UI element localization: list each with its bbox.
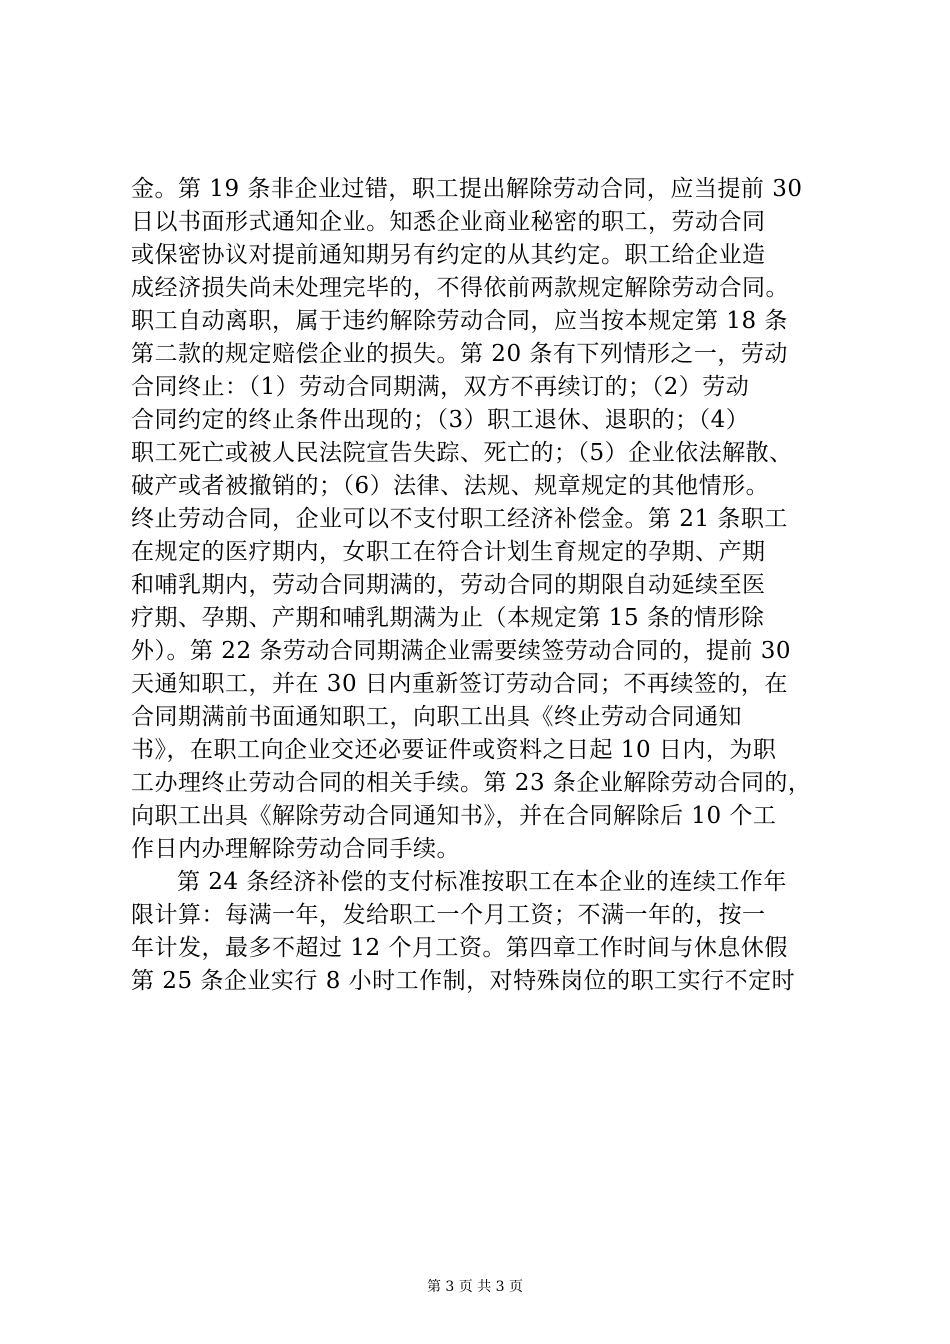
text-line: 限计算：每满一年，发给职工一个月工资；不满一年的，按一 [131, 902, 766, 928]
text-line: 合同约定的终止条件出现的；（3）职工退休、退职的；（4） [131, 407, 750, 433]
text-line: 疗期、孕期、产期和哺乳期满为止（本规定第 15 条的情形除 [131, 605, 765, 631]
text-line: 合同期满前书面通知职工，向职工出具《终止劳动合同通知 [131, 704, 742, 730]
text-line: 第 24 条经济补偿的支付标准按职工在本企业的连续工作年 [177, 869, 787, 895]
text-line: 向职工出具《解除劳动合同通知书》，并在合同解除后 10 个工 [131, 803, 777, 829]
document-body [131, 173, 831, 998]
text-line: 合同终止：（1）劳动合同期满，双方不再续订的；（2）劳动 [131, 374, 750, 400]
text-line: 第 25 条企业实行 8 小时工作制，对特殊岗位的职工实行不定时 [131, 968, 796, 994]
text-line: 年计发，最多不超过 12 个月工资。第四章工作时间与休息休假 [131, 935, 788, 961]
text-line: 工办理终止劳动合同的相关手续。第 23 条企业解除劳动合同的， [131, 770, 812, 796]
text-line: 书》，在职工向企业交还必要证件或资料之日起 10 日内，为职 [131, 737, 777, 763]
text-line: 和哺乳期内，劳动合同期满的，劳动合同的期限自动延续至医 [131, 572, 766, 598]
text-line: 终止劳动合同，企业可以不支付职工经济补偿金。第 21 条职工 [131, 506, 788, 532]
text-line: 天通知职工，并在 30 日内重新签订劳动合同；不再续签的，在 [131, 671, 788, 697]
text-line: 在规定的医疗期内，女职工在符合计划生育规定的孕期、产期 [131, 539, 766, 565]
page-number-footer: 第 3 页 共 3 页 [426, 1279, 524, 1295]
text-line: 金。第 19 条非企业过错，职工提出解除劳动合同，应当提前 30 [131, 176, 803, 202]
text-line: 或保密协议对提前通知期另有约定的从其约定。职工给企业造 [131, 242, 766, 268]
text-line: 外）。第 22 条劳动合同期满企业需要续签劳动合同的，提前 30 [131, 638, 791, 664]
text-line: 作日内办理解除劳动合同手续。 [131, 836, 460, 862]
text-line: 职工死亡或被人民法院宣告失踪、死亡的；（5）企业依法解散、 [131, 440, 793, 466]
paragraph-1 [131, 173, 831, 866]
text-line: 职工自动离职，属于违约解除劳动合同，应当按本规定第 18 条 [131, 308, 788, 334]
paragraph-2 [131, 866, 831, 998]
text-line: 成经济损失尚未处理完毕的，不得依前两款规定解除劳动合同。 [131, 275, 789, 301]
text-line: 第二款的规定赔偿企业的损失。第 20 条有下列情形之一，劳动 [131, 341, 788, 367]
text-line: 日以书面形式通知企业。知悉企业商业秘密的职工，劳动合同 [131, 209, 766, 235]
text-line: 破产或者被撤销的；（6）法律、法规、规章规定的其他情形。 [131, 473, 770, 499]
